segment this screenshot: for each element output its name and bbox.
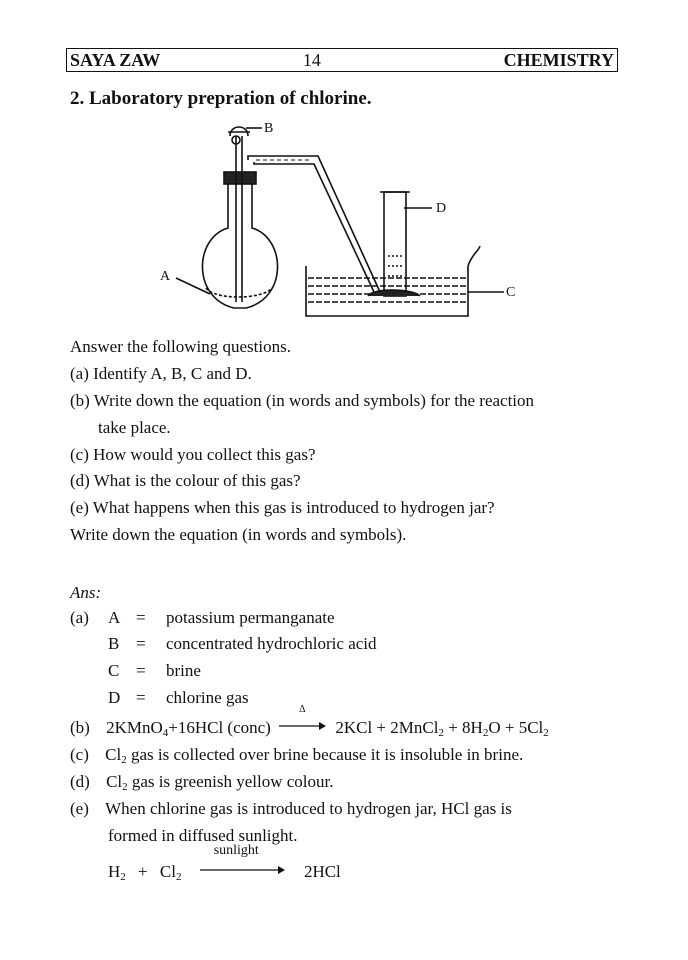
answer-eq: = — [136, 661, 146, 680]
author-name: SAYA ZAW — [70, 49, 161, 70]
answer-e-line1: When chlorine gas is introduced to hydrogen jar, HCl gas is — [105, 799, 512, 818]
label-a: A — [160, 269, 171, 284]
question-a: (a) Identify A, B, C and D. — [70, 364, 252, 383]
question-d: (d) What is the colour of this gas? — [70, 471, 301, 490]
sunlight-label: sunlight — [213, 843, 259, 858]
page-header — [66, 48, 618, 72]
answer-d-tag: (d) — [70, 772, 90, 791]
answer-e-line2: formed in diffused sunlight. — [108, 826, 298, 845]
question-c: (c) How would you collect this gas? — [70, 445, 316, 464]
answer-eq: = — [136, 608, 146, 627]
section-title: 2. Laboratory prepration of chlorine. — [70, 88, 372, 109]
answer-b — [70, 704, 549, 739]
question-b-cont: take place. — [98, 418, 171, 437]
answer-value: brine — [166, 661, 201, 680]
question-e: (e) What happens when this gas is introduced to hydrogen jar? — [70, 498, 495, 517]
answer-value: chlorine gas — [166, 688, 249, 707]
answer-value: concentrated hydrochloric acid — [166, 634, 377, 653]
answer-a-tag: (a) — [70, 608, 89, 627]
answer-key: A — [108, 608, 121, 627]
equation-rhs: 2KCl + 2MnCl$_2$ + $8H_2O + 5Cl_2$ — [335, 718, 549, 739]
answer-eq: = — [136, 688, 146, 707]
sunlight-arrow — [200, 843, 286, 880]
answer-e-tag: (e) — [70, 799, 89, 818]
answer-e-equation: $H_2 + Cl_2$ sunlight 2HCl — [108, 843, 341, 883]
answers-label: Ans: — [70, 583, 102, 602]
answer-eq: = — [136, 634, 146, 653]
answer-d: (d) $Cl_2$ gas is greenish yellow colour. — [70, 772, 334, 793]
label-c: C — [506, 285, 516, 300]
subject-name: CHEMISTRY — [503, 49, 614, 70]
question-intro: Answer the following questions. — [70, 337, 291, 356]
heat-arrow — [279, 704, 327, 736]
equation-lhs: 2KMnO$_4$+16HCl (conc) — [106, 718, 271, 739]
chlorine-apparatus-diagram — [150, 116, 540, 322]
heat-symbol: Δ — [299, 704, 306, 715]
label-b: B — [264, 121, 274, 136]
answer-e — [70, 799, 512, 819]
question-e-cont: Write down the equation (in words and symbols). — [70, 525, 407, 544]
answer-c-tag: (c) — [70, 745, 89, 764]
answer-key: C — [108, 661, 120, 680]
question-b: (b) Write down the equation (in words and symbols) for the reaction — [70, 391, 535, 410]
answer-value: potassium permanganate — [166, 608, 335, 627]
answer-b-tag: (b) — [70, 718, 90, 737]
answer-key: D — [108, 688, 121, 707]
answer-c: (c) $Cl_2$ gas is collected over brine because it is insoluble in brine. — [70, 745, 524, 766]
label-d: D — [436, 201, 447, 216]
answer-key: B — [108, 634, 120, 653]
page-number: 14 — [302, 49, 321, 70]
